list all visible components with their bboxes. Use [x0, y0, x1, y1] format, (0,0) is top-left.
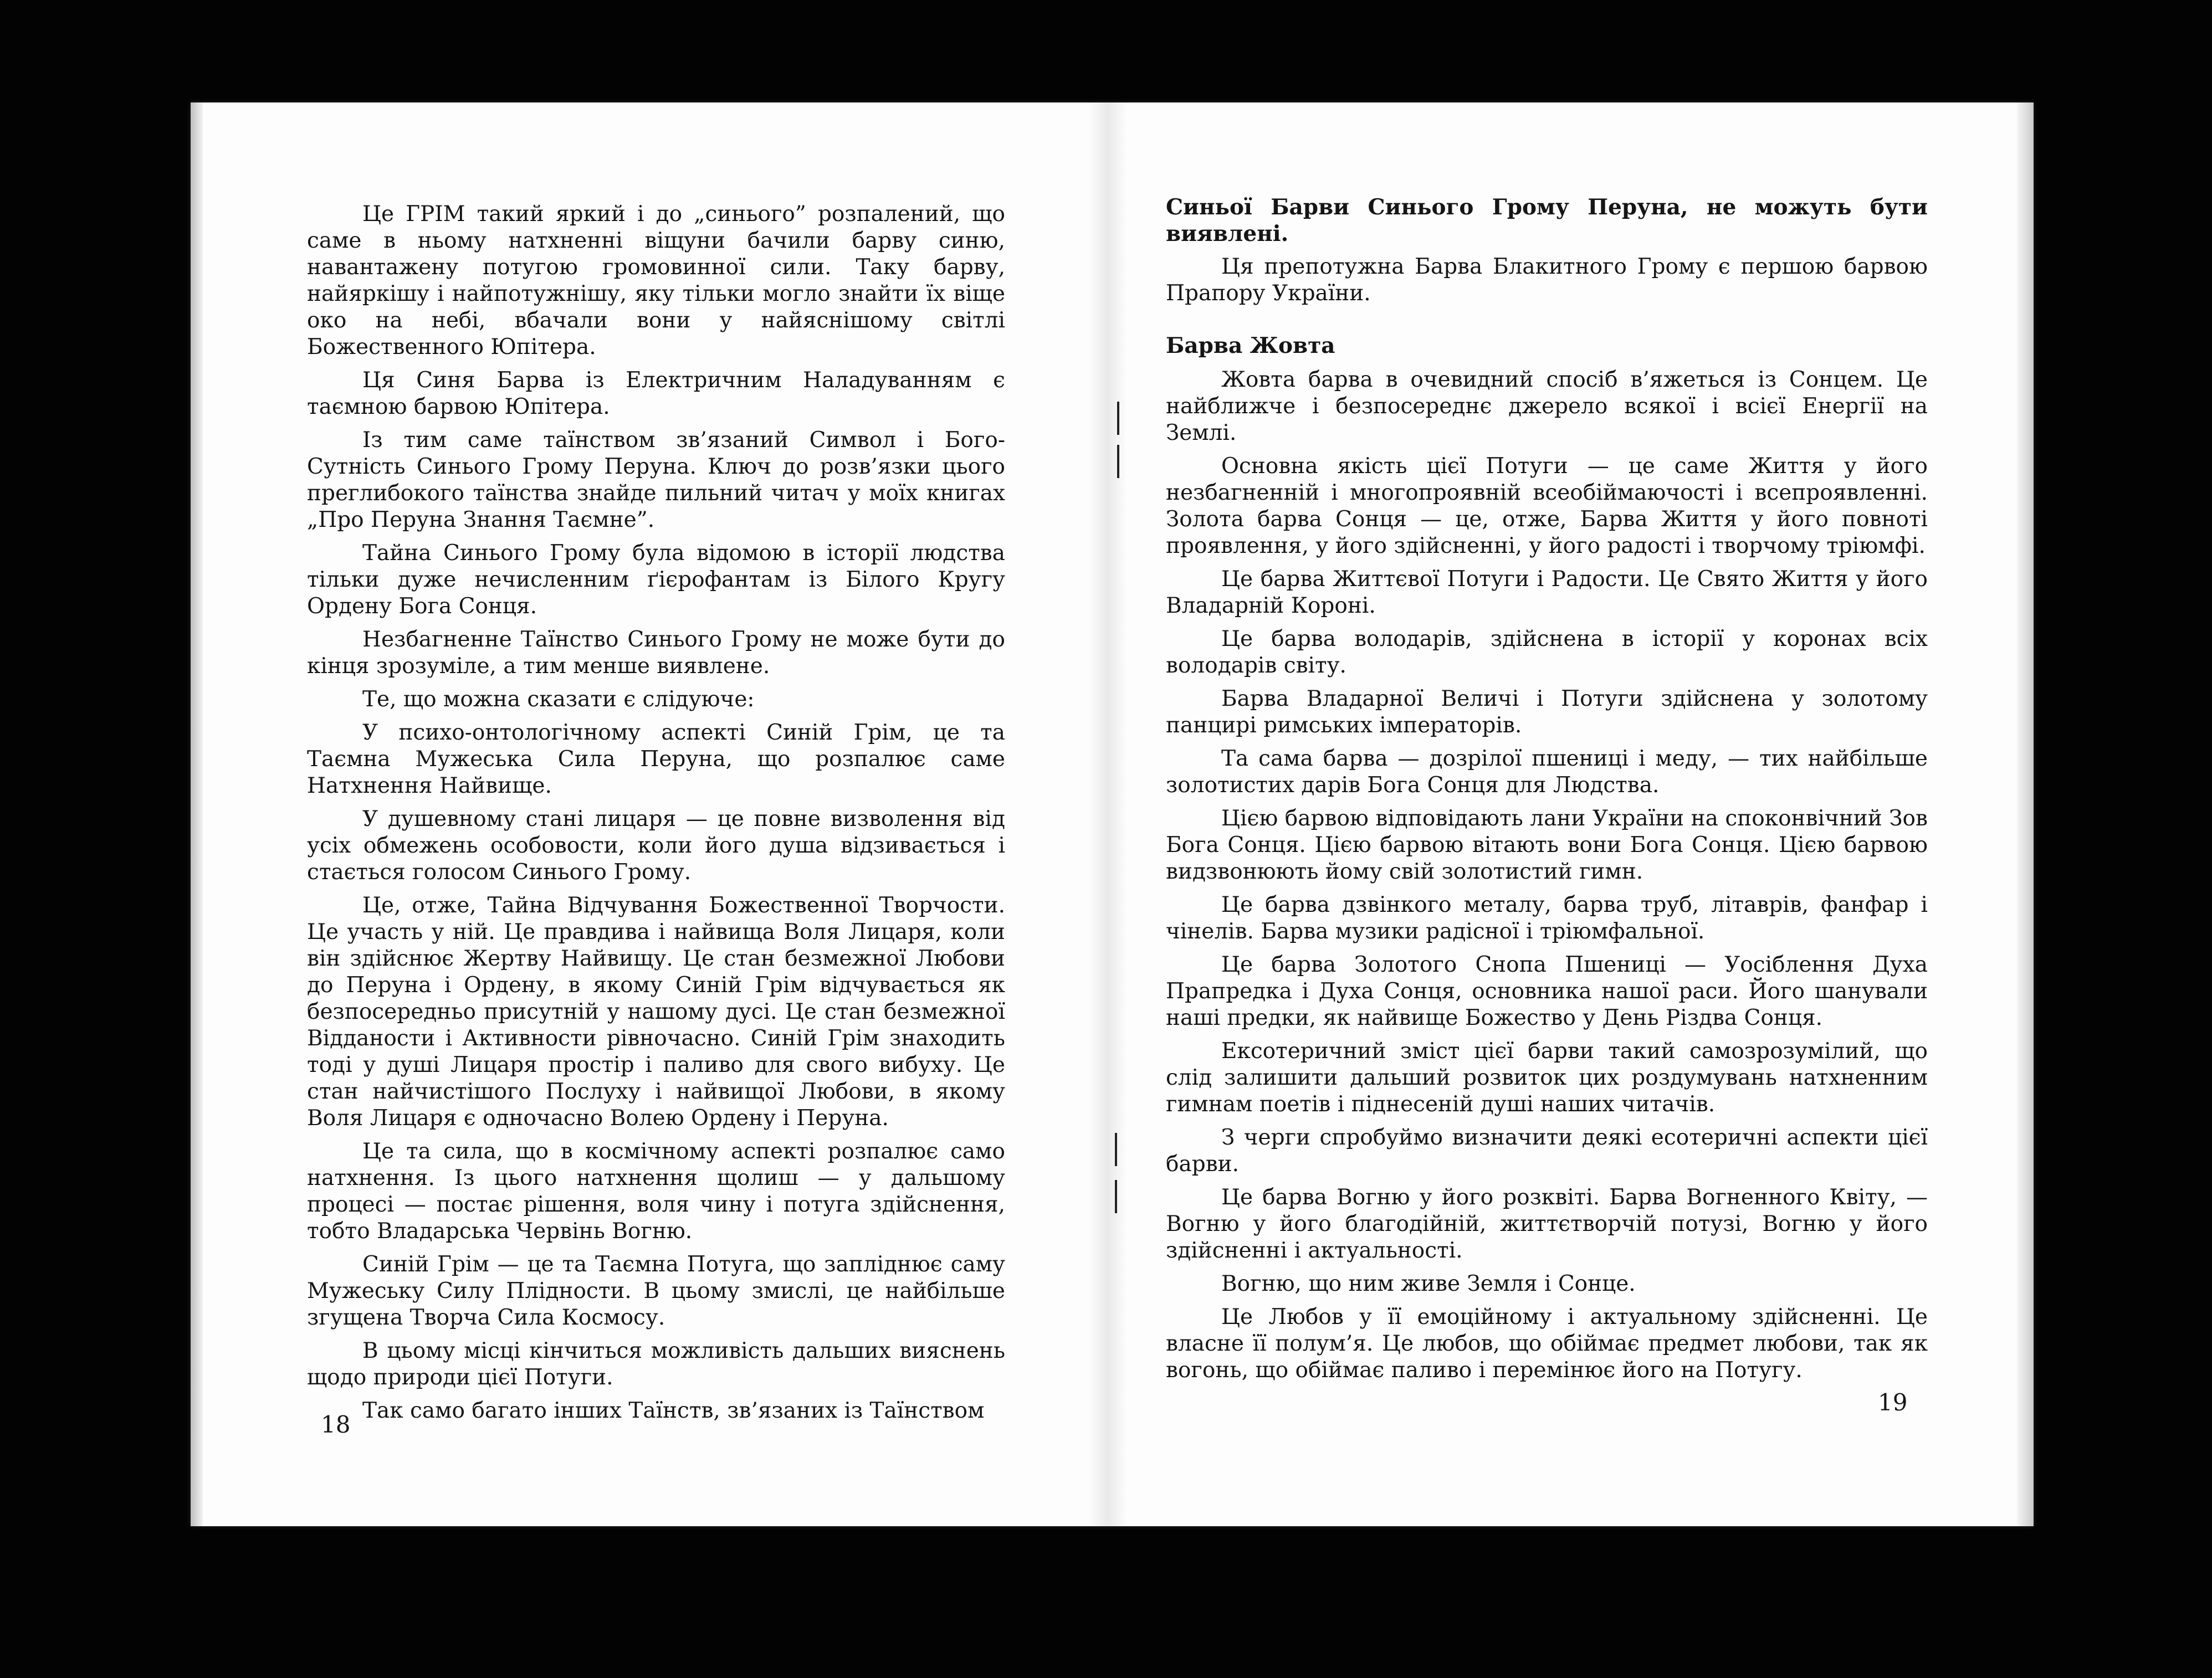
right-paragraph-5: Барва Владарної Величі і Потуги здійснена у золотому панцирі римських імператорів.: [1166, 686, 1928, 738]
left-paragraph-2: Ця Синя Барва із Електричним Наладуванням є таємною барвою Юпітера.: [307, 368, 1005, 419]
left-paragraph-8: У душевному стані лицаря — це повне визволення від усіх обмежень особовости, коли його душа відзивається і стається голосом Синього Грому.: [307, 807, 1005, 885]
left-paragraph-3: Із тим саме таїнством зв’язаний Символ і Бого-Сутність Синього Грому Перуна. Ключ до розв’язки цього преглибокого таїнства знайде пильний читач у моїх книгах „Про Перуна Знання Таємне”.: [307, 428, 1005, 532]
left-paragraph-4: Тайна Синього Грому була відомою в історії людства тільки дуже нечисленним ґієрофантам із Білого Кругу Ордену Бога Сонця.: [307, 541, 1005, 619]
right-paragraph-12: Це барва Вогню у його розквіті. Барва Вогненного Квіту, — Вогню у його благодійній, життєтворчій потузі, Вогню у його здійсненні і актуальності.: [1166, 1185, 1928, 1263]
book-spread: [191, 102, 2034, 1526]
section-heading: Барва Жовта: [1166, 333, 1335, 358]
left-paragraph-12: В цьому місці кінчиться можливість дальших вияснень щодо природи цієї Потуги.: [307, 1338, 1005, 1390]
left-page: [307, 102, 1005, 1625]
margin-mark: [1115, 1133, 1117, 1166]
left-paragraph-9: Це, отже, Тайна Відчування Божественної Творчости. Це участь у ній. Це правдива і найвища Воля Лицаря, коли він здійснює Жертву Найвищу. Це стан безмежної Любови до Перуна і Ордену, в якому Синій Грім відчувається як безпосередньо присутній у нашому дусі. Це стан безмежної Відданости і Активности рівночасно. Синій Грім знаходить тоді у душі Лицаря простір і паливо для свого вибуху. Це стан найчистішого Послуху і найвищої Любови, в якому Воля Лицаря є одночасно Волею Ордену і Перуна.: [307, 893, 1005, 1131]
right-paragraph-8: Це барва дзвінкого металу, барва труб, літаврів, фанфар і чінелів. Барва музики радісної і тріюмфальної.: [1166, 892, 1928, 944]
right-paragraph-9: Це барва Золотого Снопа Пшениці — Уосіблення Духа Прапредка і Духа Сонця, основника нашої раси. Його шанували наші предки, як найвище Божество у День Різдва Сонця.: [1166, 952, 1928, 1030]
right-paragraph-1: Жовта барва в очевидний спосіб в’яжеться із Сонцем. Це найближче і безпосереднє джерело всякої і всієї Енергії на Землі.: [1166, 367, 1928, 445]
book-gutter: [1088, 102, 1127, 1526]
right-paragraph-7: Цією барвою відповідають лани України на споконвічний Зов Бога Сонця. Цією барвою вітають вони Бога Сонця. Цією барвою видзвонюють йому свій золотистий гимн.: [1166, 806, 1928, 884]
right-intro: Ця препотужна Барва Блакитного Грому є першою барвою Прапору України.: [1166, 254, 1928, 306]
right-paragraph-3: Це барва Життєвої Потуги і Радости. Це Свято Життя у його Владарній Короні.: [1166, 567, 1928, 618]
right-paragraph-11: З черги спробуймо визначити деякі есотеричні аспекти цієї барви.: [1166, 1125, 1928, 1177]
right-page: [1166, 102, 1928, 1618]
left-paragraph-13: Так само багато інших Таїнств, зв’язаних із Таїнством: [362, 1398, 985, 1423]
page-number-left: 18: [321, 1411, 351, 1438]
left-paragraph-5: Незбагненне Таїнство Синього Грому не може бути до кінця зрозуміле, а тим менше виявлене.: [307, 627, 1005, 679]
margin-mark: [1117, 402, 1119, 435]
margin-mark: [1115, 1180, 1117, 1213]
right-continuation: Синьої Барви Синього Грому Перуна, не можуть бути виявлені.: [1166, 194, 1928, 247]
left-paragraph-10: Це та сила, що в космічному аспекті розпалює само натхнення. Із цього натхнення щолиш — у дальшому процесі — постає рішення, воля чину і потуга здійснення, тобто Владарська Червінь Вогню.: [307, 1139, 1005, 1244]
left-paragraph-6: Те, що можна сказати є слідуюче:: [362, 687, 755, 712]
page-number-right: 19: [1878, 1389, 1908, 1416]
left-paragraph-1: Це ГРІМ такий яркий і до „синього” розпалений, що саме в ньому натхненні віщуни бачили барву синю, навантажену потугою громовинної сили. Таку барву, найяркішу і найпотужнішу, яку тільки могло знайти їх віще око на небі, вбачали вони у найяснішому світлі Божественного Юпітера.: [307, 202, 1005, 360]
right-paragraph-14: Це Любов у її емоційному і актуальному здійсненні. Це власне її полум’я. Це любов, що обіймає предмет любови, так як вогонь, що обіймає паливо і перемінює його на Потугу.: [1166, 1305, 1928, 1383]
right-paragraph-4: Це барва володарів, здійснена в історії у коронах всіх володарів світу.: [1166, 627, 1928, 678]
margin-mark: [1117, 445, 1119, 478]
left-paragraph-11: Синій Грім — це та Таємна Потуга, що запліднює саму Мужеську Силу Плідности. В цьому змислі, це найбільше згущена Творча Сила Космосу.: [307, 1252, 1005, 1330]
right-paragraph-2: Основна якість цієї Потуги — це саме Життя у його незбагненній і многопроявній всеобіймаючості і всепроявленні. Золота барва Сонця — це, отже, Барва Життя у його повноті проявлення, у його здійсненні, у його радості і творчому тріюмфі.: [1166, 454, 1928, 558]
right-paragraph-10: Ексотеричний зміст цієї барви такий самозрозумілий, що слід залишити дальший розвиток цих роздумувань натхненним гимнам поетів і піднесеній душі наших читачів.: [1166, 1039, 1928, 1117]
right-paragraph-6: Та сама барва — дозрілої пшениці і меду, — тих найбільше золотистих дарів Бога Сонця для Людства.: [1166, 746, 1928, 798]
left-paragraph-7: У психо-онтологічному аспекті Синій Грім, це та Таємна Мужеська Сила Перуна, що розпалює саме Натхнення Найвище.: [307, 720, 1005, 798]
right-paragraph-13: Вогню, що ним живе Земля і Сонце.: [1221, 1271, 1636, 1296]
